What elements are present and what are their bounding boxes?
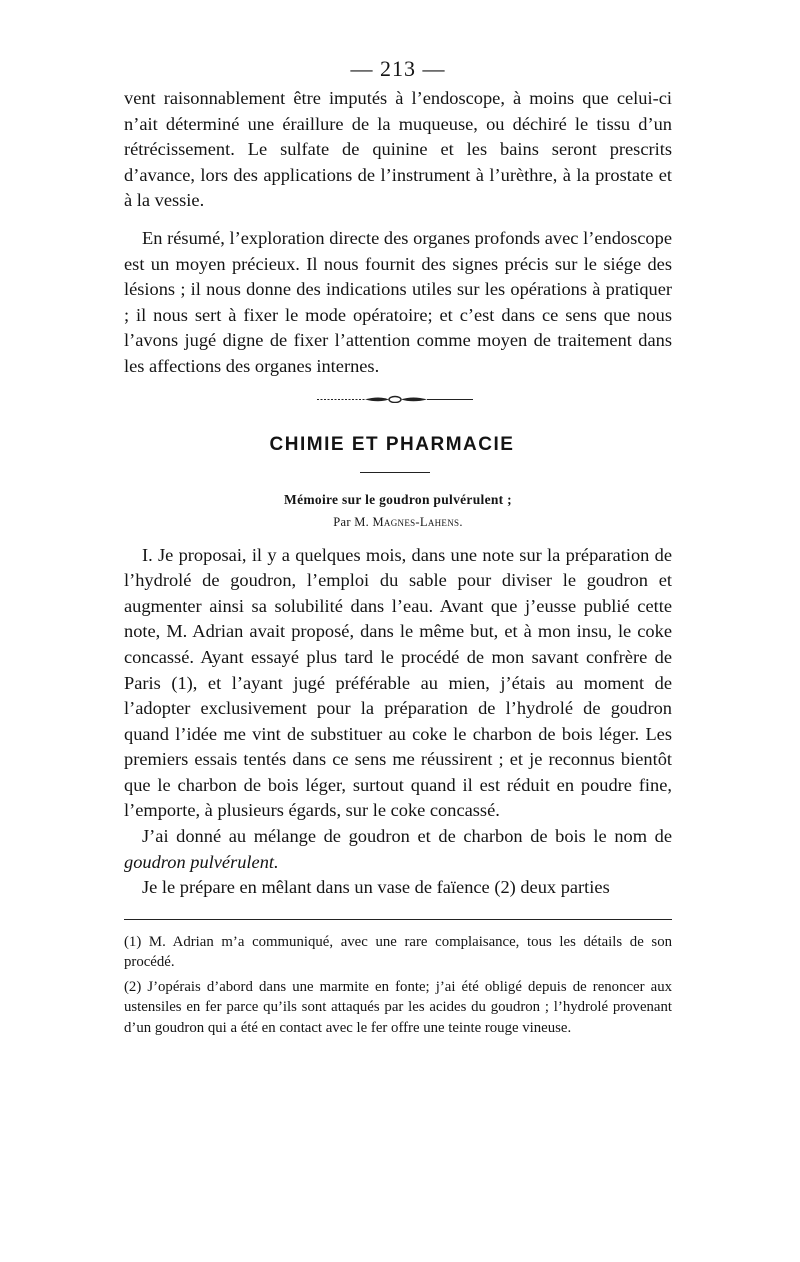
footnote-rule [124,919,672,920]
term-goudron-pulverulent: goudron pulvérulent. [124,851,279,872]
byline-author: Magnes-Lahens. [372,514,463,529]
section-title: CHIMIE ET PHARMACIE [269,433,515,455]
paragraph-definition [124,824,672,875]
page [124,56,672,1042]
byline [124,513,672,531]
ornament-divider-icon [317,395,473,403]
page-number: — 213 — [350,56,446,81]
paragraph-summary: En résumé, l’exploration directe des organes profonds avec l’endoscope est un moyen précieux. Il nous fournit des signes précis sur le siége des lésions ; il nous donne des indications utiles sur les opérations à pratiquer ; il nous sert à fixer le mode opératoire; et c’est dans ce sens que nous l’avons jugé digne de fixer l’attention comme moyen de traitement dans les affections des organes internes. [124,227,672,376]
footnote-1: (1) M. Adrian m’a communiqué, avec une rare complaisance, tous les détails de son procédé. [124,933,672,971]
article-body [124,543,672,901]
footnotes [124,932,672,1039]
paragraph-definition-text: J’ai donné au mélange de goudron et de charbon de bois le nom de [142,826,672,847]
article-title: Mémoire sur le goudron pulvérulent ; [284,491,512,507]
paragraph-preparation: Je le prépare en mêlant dans un vase de faïence (2) deux parties [142,877,610,898]
byline-prefix: Par M. [333,514,370,529]
footnote-2: (2) J’opérais d’abord dans une marmite en fonte; j’ai été obligé depuis de renoncer aux ustensiles en fer parce qu’ils sont attaqués par les acides du goudron ; l’hydrolé provenant d’un goudron qui a été en contact avec le fer offre une teinte rouge vineuse. [124,978,672,1036]
paragraph-gap [124,214,672,226]
ornament-divider [124,388,672,408]
paragraph-intro: I. Je proposai, il y a quelques mois, dans une note sur la préparation de l’hydrolé de goudron, l’emploi du sable pour diviser le goudron et augmenter ainsi sa solubilité dans l’eau. Avant que j’eusse publié cette note, M. Adrian avait proposé, dans le même but, et à mon insu, le coke concassé. Ayant essayé plus tard le procédé de mon savant confrère de Paris (1), et l’ayant jugé préférable au mien, j’étais au moment de l’adopter exclusivement pour la préparation de l’hydrolé de goudron quand l’idée me vint de substituer au coke le charbon de bois léger. Les premiers essais tentés dans ce sens me réussirent ; et je reconnus bientôt que le charbon de bois léger, surtout quand il est réduit en poudre fine, l’emporte, à plusieurs égards, sur le coke concassé. [124,544,672,821]
short-rule [360,472,430,473]
paragraph-continuation: vent raisonnablement être imputés à l’endoscope, à moins que celui-ci n’ait déterminé une éraillure de la muqueuse, ou déchiré le tissu d’un rétrécissement. Le sulfate de quinine et les bains seront prescrits d’avance, lors des applications de l’instrument à l’urèthre, à la prostate et à la vessie. [124,88,672,211]
